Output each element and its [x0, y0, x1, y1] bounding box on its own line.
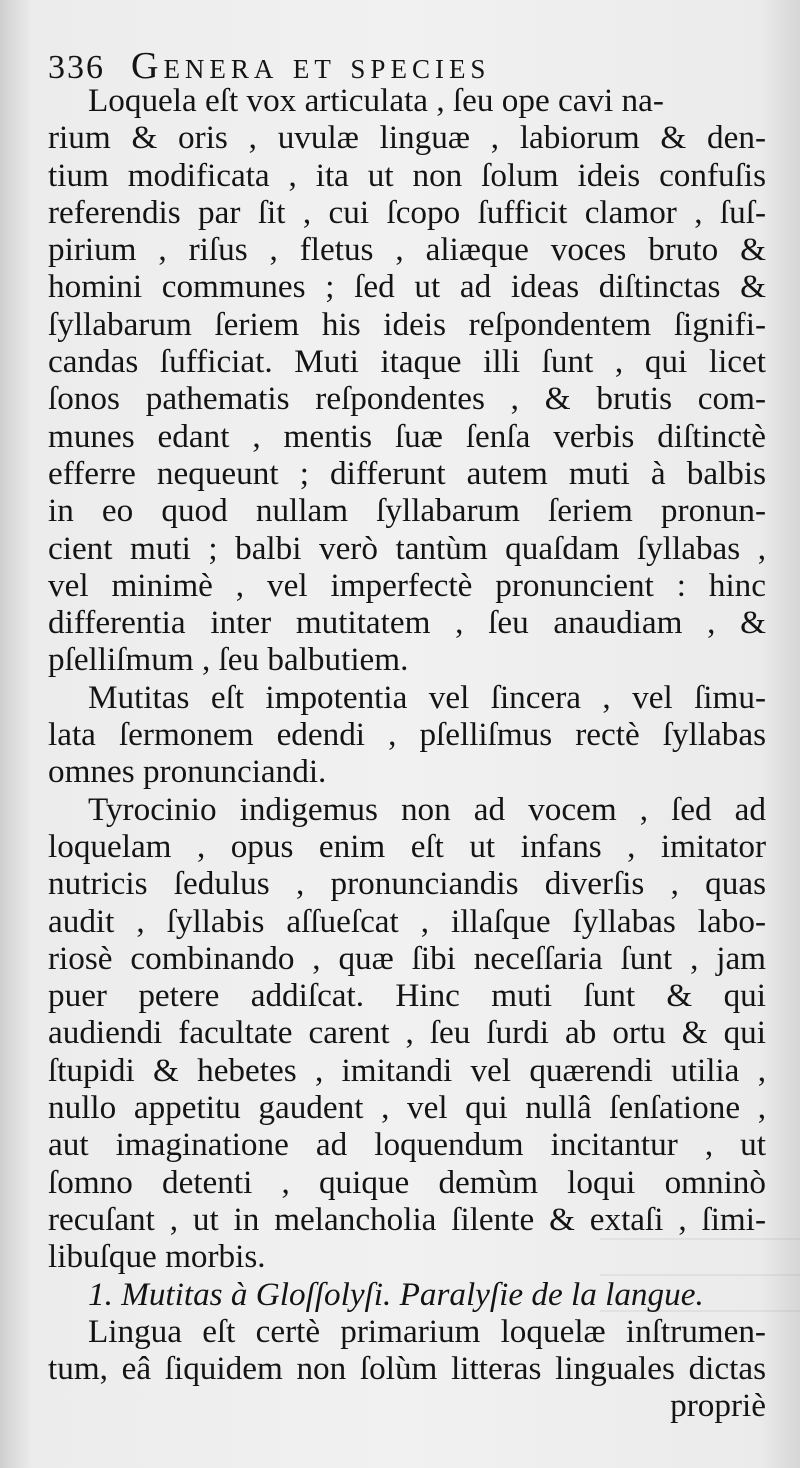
text-line: rium & oris , uvulæ linguæ , labiorum & den- [48, 119, 766, 157]
text-line: omnes pronunciandi. [48, 753, 327, 791]
text-line: audiendi facultate carent , ſeu ſurdi ab ortu & qui [48, 1014, 766, 1052]
text-line: pirium , riſus , fletus , aliæque voces bruto & [48, 231, 766, 269]
text-line: aut imaginatione ad loquendum incitantur , ut [48, 1126, 766, 1164]
text-line: munes edant , mentis ſuæ ſenſa verbis diſtinctè [48, 417, 766, 455]
body-text [48, 82, 766, 1425]
text-line: ſonos pathematis reſpondentes , & brutis com- [48, 380, 766, 418]
text-line: propriè [670, 1387, 766, 1425]
show-through-ghost-text [600, 1232, 800, 1312]
running-head: Genera et species [131, 45, 491, 87]
text-line: 1. Mutitas à Gloſſolyſi. Paralyſie de la langue. [88, 1275, 704, 1313]
text-line: loquelam , opus enim eſt ut infans , imitator [48, 827, 766, 865]
text-line: lata ſermonem edendi , pſelliſmus rectè ſyllabas [48, 716, 766, 754]
text-line: pſelliſmum , ſeu balbutiem. [48, 641, 409, 679]
text-line: riosè combinando , quæ ſibi neceſſaria ſunt , jam [48, 939, 766, 977]
text-line: cient muti ; balbi verò tantùm quaſdam ſyllabas , [48, 529, 766, 567]
text-line: tium modificata , ita ut non ſolum ideis confuſis [48, 156, 766, 194]
text-line: in eo quod nullam ſyllabarum ſeriem pronun- [48, 492, 766, 530]
text-line: nutricis ſedulus , pronunciandis diverſis , quas [48, 865, 766, 903]
text-line: ſtupidi & hebetes , imitandi vel quærendi utilia , [48, 1051, 766, 1089]
text-line: efferre nequeunt ; differunt autem muti à balbis [48, 454, 766, 492]
text-line: homini communes ; ſed ut ad ideas diſtinctas & [48, 268, 766, 306]
text-line: differentia inter mutitatem , ſeu anaudiam , & [48, 604, 766, 642]
text-line: Tyrocinio indigemus non ad vocem , ſed ad [88, 790, 766, 828]
text-line: referendis par ſit , cui ſcopo ſufficit clamor , ſuſ- [48, 193, 766, 231]
text-line: tum, eâ ſiquidem non ſolùm litteras linguales dictas [48, 1350, 766, 1388]
text-line: libuſque morbis. [48, 1238, 266, 1276]
text-line: nullo appetitu gaudent , vel qui nullâ ſenſatione , [48, 1089, 766, 1127]
text-line: Loquela eſt vox articulata , ſeu ope cavi na- [88, 82, 664, 119]
page-number: 336 [48, 49, 105, 86]
text-line: vel minimè , vel imperfectè pronuncient : hinc [48, 566, 766, 604]
text-line: recuſant , ut in melancholia ſilente & extaſi , ſimi- [48, 1200, 766, 1238]
text-line: Mutitas eſt impotentia vel ſincera , vel ſimu- [88, 678, 766, 716]
text-line: candas ſufficiat. Muti itaque illi ſunt , qui licet [48, 343, 766, 381]
text-line: puer petere addiſcat. Hinc muti ſunt & qui [48, 977, 766, 1015]
text-line: ſomno detenti , quique demùm loqui omninò [48, 1163, 766, 1201]
text-line: ſyllabarum ſeriem his ideis reſpondentem ſignifi- [48, 305, 766, 343]
text-line: audit , ſyllabis aſſueſcat , illaſque ſyllabas labo- [48, 902, 766, 940]
text-line: Lingua eſt certè primarium loquelæ inſtrumen- [88, 1312, 766, 1350]
